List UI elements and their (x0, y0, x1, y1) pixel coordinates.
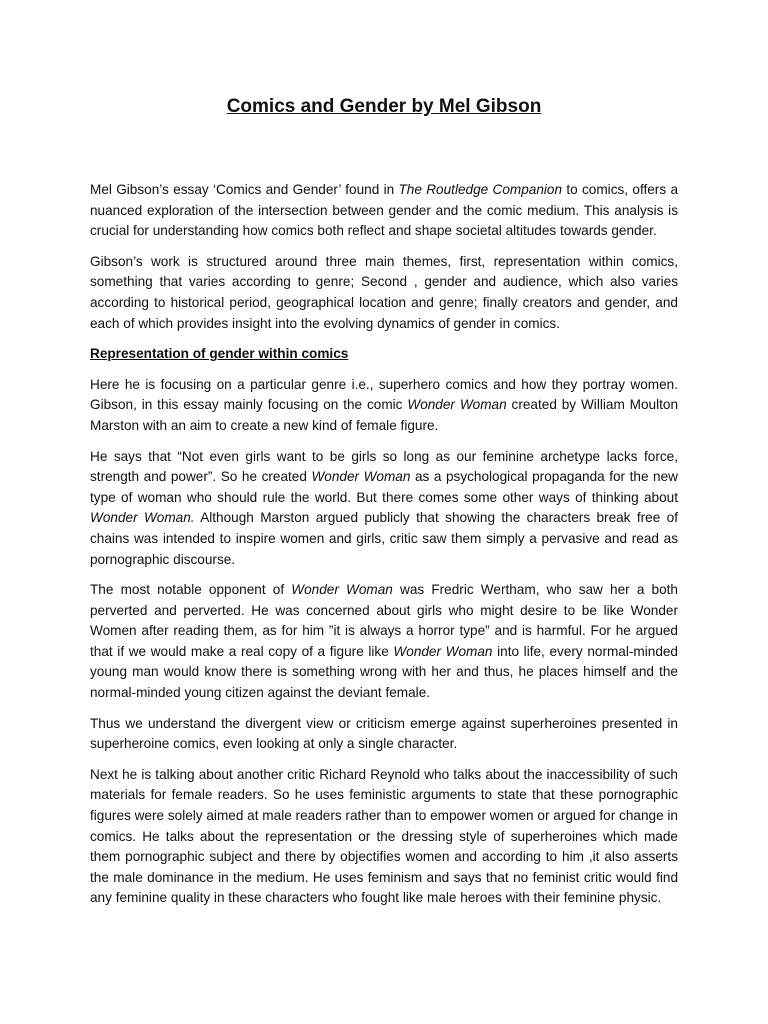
paragraph-text: Mel Gibson’s essay ‘Comics and Gender’ found in (90, 182, 399, 197)
paragraph-reynold: Next he is talking about another critic Richard Reynold who talks about the inaccessibility of such materials for female readers. So he uses feministic arguments to state that these pornographic figures were solely aimed at male readers rather than to empower women or argued for change in comics. He talks about the representation or the dressing style of superheroines which made them pornographic subject and there by objectifies women and according to him ,it also asserts the male dominance in the medium. He uses feminism and says that no feminist critic would find any feminine quality in these characters who fought like male heroes with their feminine physic. (90, 766, 678, 906)
book-title-italic: The Routledge Companion (398, 182, 563, 197)
paragraph-text: created by William Moulton Marston with an aim to create a new kind of female figure. (90, 397, 679, 433)
comic-title-italic: Wonder Woman (311, 469, 411, 485)
comic-title-italic: Wonder Woman. (90, 510, 195, 526)
paragraph-text: into life, every normal-minded young man would know there is something wrong with her and thus, he places himself and the normal-minded young citizen against the deviant female. (90, 643, 678, 701)
paragraph-text: to comics, offers a nuanced exploration of the intersection between gender and the comic medium. This analysis is crucial for understanding how comics both reflect and shape societal altitudes towards gender. (90, 182, 678, 239)
comic-title-italic: Wonder Woman (291, 582, 393, 598)
paragraph-text: The most notable opponent of (90, 582, 292, 598)
paragraph-divergent: Thus we understand the divergent view or criticism emerge against superheroines presented in superheroine comics, even looking at only a single character. (90, 715, 678, 752)
paragraph-text: as a psychological propaganda for the new type of woman who should rule the world. But there comes some other ways of thinking about (90, 469, 678, 505)
paragraph-text: Although Marston argued publicly that showing the characters break free of chains was intended to inspire women and girls, critic saw them simply a pervasive and read as pornographic discourse. (90, 510, 678, 567)
comic-title-italic: Wonder Woman (407, 397, 507, 413)
section-heading: Representation of gender within comics (90, 346, 349, 362)
paragraph-text: He says that “Not even girls want to be girls so long as our feminine archetype lacks force, strength and power”. So he created (90, 448, 678, 485)
document-page (90, 94, 678, 919)
paragraph-structure: Gibson’s work is structured around three main themes, first, representation within comics, something that varies according to genre; Second , gender and audience, which also varies according to historical period, geographical location and genre; finally creators and gender, and each of which provides insight into the evolving dynamics of gender in comics. (90, 253, 678, 331)
comic-title-italic: Wonder Woman (393, 643, 493, 659)
paragraph-marston (90, 447, 678, 571)
document-title: Comics and Gender by Mel Gibson (226, 96, 542, 117)
paragraph-text: Here he is focusing on a particular genre i.e., superhero comics and how they portray women. Gibson, in this essay mainly focusing on the comic (90, 376, 678, 413)
paragraph-intro (90, 180, 678, 242)
paragraph-text: was Fredric Wertham, who saw her a both perverted and perverted. He was concerned about girls who might desire to be like Wonder Women after reading them, as for him ”it is always a horror type” and is harmful. For he argued that if we would make a real copy of a figure like (90, 582, 678, 659)
paragraph-genre (90, 375, 678, 437)
paragraph-wertham (90, 580, 678, 704)
